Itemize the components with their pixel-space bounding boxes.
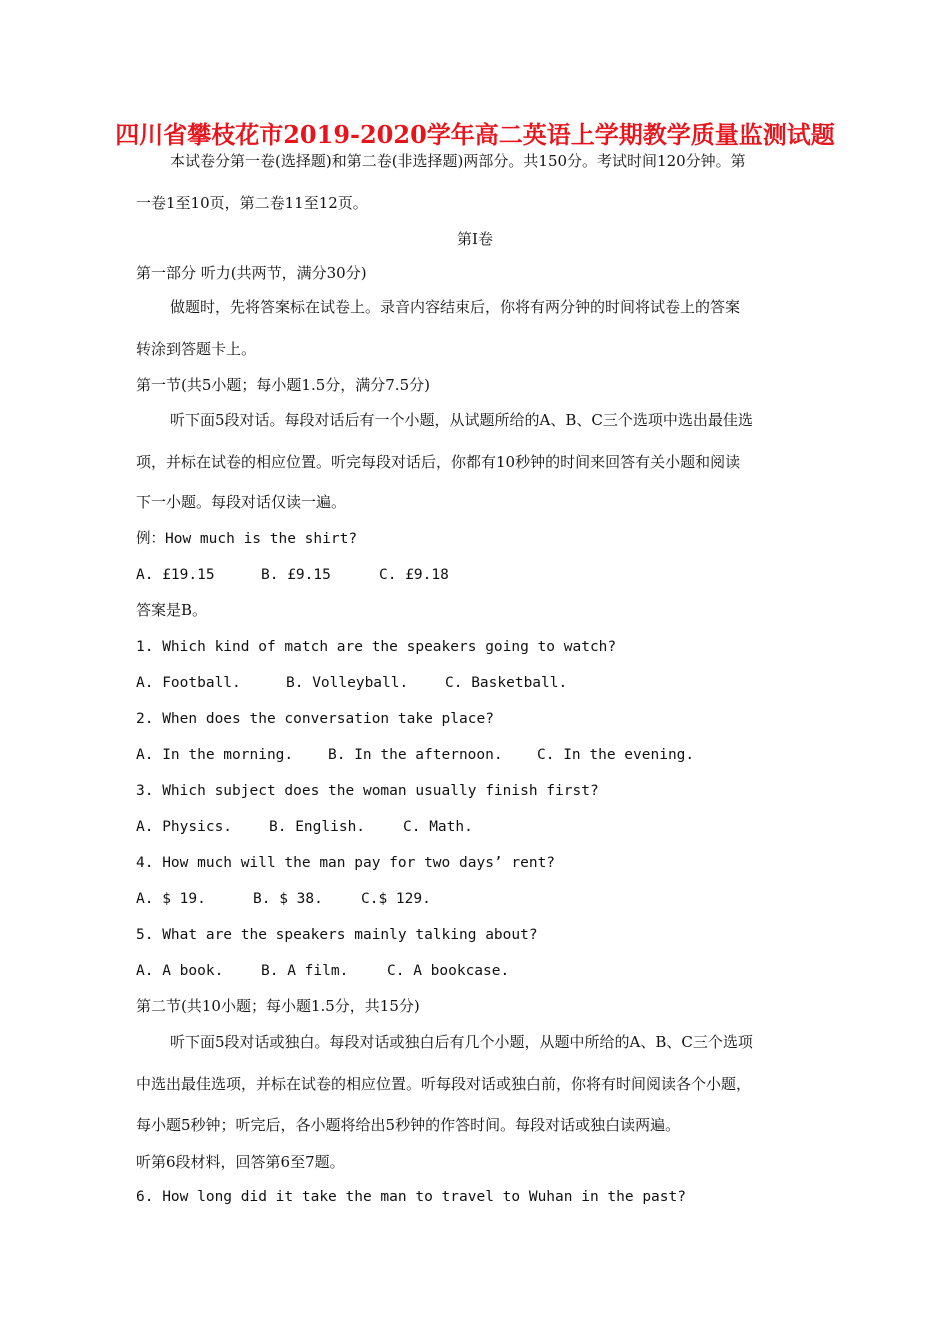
section2-material-note: 听第6段材料，回答第6至7题。 xyxy=(136,1153,345,1171)
question-4-option-b: B. $ 38. xyxy=(253,891,323,907)
document-title: 四川省攀枝花市2019-2020学年高二英语上学期教学质量监测试题 xyxy=(115,120,835,149)
question-6: 6. How long did it take the man to travel to Wuhan in the past? xyxy=(136,1189,686,1205)
question-1-options xyxy=(136,672,567,694)
question-1-option-b: B. Volleyball. xyxy=(286,675,409,691)
question-1-option-a: A. Football. xyxy=(136,675,241,691)
question-5: 5. What are the speakers mainly talking about? xyxy=(136,927,538,943)
part1-instruction-line-1: 做题时，先将答案标在试卷上。录音内容结束后，你将有两分钟的时间将试卷上的答案 xyxy=(170,298,741,316)
question-3-option-a: A. Physics. xyxy=(136,819,233,835)
question-1: 1. Which kind of match are the speakers going to watch? xyxy=(136,639,617,655)
part1-heading: 第一部分 听力(共两节，满分30分) xyxy=(136,264,367,282)
question-5-options xyxy=(136,960,509,982)
question-5-option-b: B. A film. xyxy=(261,963,349,979)
question-2-options xyxy=(136,744,694,766)
question-3: 3. Which subject does the woman usually finish first? xyxy=(136,783,599,799)
question-2: 2. When does the conversation take place? xyxy=(136,711,494,727)
question-4-option-c: C.$ 129. xyxy=(361,891,431,907)
example-option-a: A. £19.15 xyxy=(136,567,215,583)
example-options xyxy=(136,564,449,586)
intro-line-1: 本试卷分第一卷(选择题)和第二卷(非选择题)两部分。共150分。考试时间120分钟。第 xyxy=(170,152,746,170)
question-5-option-a: A. A book. xyxy=(136,963,224,979)
question-4: 4. How much will the man pay for two days’ rent? xyxy=(136,855,556,871)
question-4-options xyxy=(136,888,431,910)
question-3-option-b: B. English. xyxy=(269,819,366,835)
section1-instruction-line-1: 听下面5段对话。每段对话后有一个小题，从试题所给的A、B、C三个选项中选出最佳选 xyxy=(170,411,753,429)
question-3-option-c: C. Math. xyxy=(403,819,473,835)
example-answer: 答案是B。 xyxy=(136,601,208,619)
section1-instruction-line-3: 下一小题。每段对话仅读一遍。 xyxy=(136,493,347,511)
question-5-option-c: C. A bookcase. xyxy=(387,963,510,979)
section2-heading: 第二节(共10小题；每小题1.5分，共15分) xyxy=(136,997,420,1015)
question-2-option-b: B. In the afternoon. xyxy=(328,747,503,763)
question-2-option-c: C. In the evening. xyxy=(537,747,695,763)
intro-line-2: 一卷1至10页，第二卷11至12页。 xyxy=(136,194,368,212)
example-option-b: B. £9.15 xyxy=(261,567,331,583)
volume-heading: 第Ⅰ卷 xyxy=(457,230,493,248)
example-question: 例：How much is the shirt? xyxy=(136,531,358,547)
question-4-option-a: A. $ 19. xyxy=(136,891,206,907)
question-2-option-a: A. In the morning. xyxy=(136,747,294,763)
question-3-options xyxy=(136,816,473,838)
question-1-option-c: C. Basketball. xyxy=(445,675,568,691)
section2-instruction-line-2: 中选出最佳选项，并标在试卷的相应位置。听每段对话或独白前，你将有时间阅读各个小题， xyxy=(136,1075,752,1093)
section1-heading: 第一节(共5小题；每小题1.5分，满分7.5分) xyxy=(136,376,430,394)
section2-instruction-line-1: 听下面5段对话或独白。每段对话或独白后有几个小题，从题中所给的A、B、C三个选项 xyxy=(170,1033,753,1051)
example-option-c: C. £9.18 xyxy=(379,567,449,583)
part1-instruction-line-2: 转涂到答题卡上。 xyxy=(136,340,257,358)
section2-instruction-line-3: 每小题5秒钟；听完后，各小题将给出5秒钟的作答时间。每段对话或独白读两遍。 xyxy=(136,1116,681,1134)
section1-instruction-line-2: 项，并标在试卷的相应位置。听完每段对话后，你都有10秒钟的时间来回答有关小题和阅读 xyxy=(136,453,741,471)
